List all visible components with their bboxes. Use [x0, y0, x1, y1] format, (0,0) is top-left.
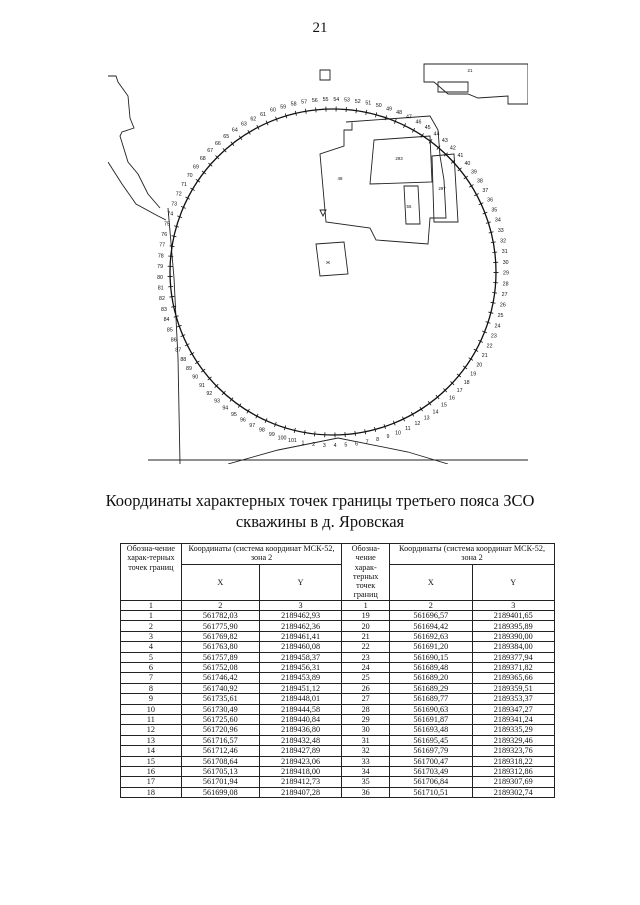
boundary-point-label: 32: [500, 238, 507, 245]
boundary-point-label: 23: [490, 333, 497, 340]
boundary-point-label: 64: [231, 127, 238, 134]
table-cell: 2189353,37: [472, 694, 555, 704]
table-cell: 24: [342, 663, 390, 673]
boundary-tick: [305, 109, 306, 114]
road-line-left-outer: [108, 162, 166, 220]
boundary-point-label: 38: [476, 178, 483, 185]
table-cell: 561730,49: [181, 704, 259, 714]
table-cell: 8: [121, 683, 182, 693]
table-cell: 2189312,86: [472, 766, 555, 776]
boundary-point-label: 45: [424, 125, 431, 132]
table-cell: 561689,29: [390, 683, 472, 693]
table-cell: 561775,90: [181, 621, 259, 631]
boundary-point-label: 35: [491, 207, 498, 214]
table-row: [121, 704, 555, 714]
boundary-point-label: 26: [499, 302, 506, 309]
building-zh: [316, 242, 348, 276]
table-cell: 2189307,69: [472, 777, 555, 787]
boundary-point-label: 7: [365, 439, 369, 446]
boundary-tick: [294, 428, 295, 433]
boundary-point-label: 34: [494, 217, 501, 224]
table-cell: 561692,63: [390, 631, 472, 641]
boundary-point-label: 67: [207, 148, 214, 155]
table-cell: 31: [342, 735, 390, 745]
header-coords-right: Координаты (система координат МСК-52, зона 2: [390, 544, 555, 565]
table-cell: 36: [342, 787, 390, 797]
table-cell: 32: [342, 746, 390, 756]
table-cell: 561705,13: [181, 766, 259, 776]
table-cell: 6: [121, 663, 182, 673]
boundary-point-label: 9: [386, 434, 390, 441]
table-cell: 2189453,89: [259, 673, 341, 683]
table-row: [121, 631, 555, 641]
col-number: 1: [342, 600, 390, 610]
header-y-right: Y: [472, 564, 555, 600]
table-cell: 33: [342, 756, 390, 766]
table-cell: 561720,96: [181, 725, 259, 735]
boundary-point-label: 24: [494, 323, 501, 330]
table-cell: 561700,47: [390, 756, 472, 766]
table-cell: 10: [121, 704, 182, 714]
table-cell: 561752,08: [181, 663, 259, 673]
boundary-point-label: 57: [301, 99, 308, 106]
boundary-point-label: 69: [193, 164, 199, 171]
boundary-tick: [491, 242, 496, 243]
table-cell: 561703,49: [390, 766, 472, 776]
table-colnum-row: [121, 600, 555, 610]
boundary-point-label: 13: [423, 415, 430, 422]
boundary-point-label: 6: [355, 441, 359, 448]
table-cell: 2189462,36: [259, 621, 341, 631]
boundary-map: [108, 58, 528, 464]
boundary-point-label: 95: [230, 411, 237, 418]
table-cell: 561763,80: [181, 642, 259, 652]
table-cell: 5: [121, 652, 182, 662]
boundary-point-label: 94: [222, 405, 229, 412]
table-cell: 561699,08: [181, 787, 259, 797]
boundary-circle: [170, 109, 496, 435]
table-row: [121, 714, 555, 724]
boundary-tick: [492, 292, 497, 293]
table-cell: 561769,82: [181, 631, 259, 641]
table-cell: 22: [342, 642, 390, 652]
boundary-point-label: 25: [497, 313, 504, 320]
table-cell: 561712,46: [181, 746, 259, 756]
table-cell: 2189412,73: [259, 777, 341, 787]
header-y-left: Y: [259, 564, 341, 600]
boundary-point-label: 12: [414, 421, 421, 428]
table-cell: 11: [121, 714, 182, 724]
boundary-point-label: 2: [312, 441, 316, 448]
table-cell: 28: [342, 704, 390, 714]
boundary-point-label: 36: [487, 197, 494, 204]
table-cell: 26: [342, 683, 390, 693]
boundary-point-label: 4: [333, 442, 337, 449]
table-cell: 561740,92: [181, 683, 259, 693]
boundary-point-label: 18: [463, 379, 470, 386]
boundary-tick: [314, 431, 315, 436]
boundary-tick: [304, 430, 305, 435]
table-cell: 561695,45: [390, 735, 472, 745]
boundary-point-label: 10: [395, 430, 401, 437]
boundary-point-label: 96: [239, 417, 246, 424]
boundary-tick: [355, 431, 356, 436]
boundary-point-label: 91: [199, 383, 205, 390]
boundary-point-label: 60: [270, 107, 276, 114]
boundary-point-label: 29: [503, 270, 509, 277]
table-cell: 2189323,76: [472, 746, 555, 756]
table-cell: 561708,64: [181, 756, 259, 766]
table-row: [121, 663, 555, 673]
table-cell: 561706,84: [390, 777, 472, 787]
table-cell: 7: [121, 673, 182, 683]
table-cell: 2189427,89: [259, 746, 341, 756]
boundary-tick: [491, 302, 496, 303]
building-label: Ж: [325, 260, 331, 265]
boundary-point-label: 70: [186, 173, 193, 180]
boundary-point-label: 47: [405, 114, 412, 121]
table-cell: 2189341,24: [472, 714, 555, 724]
boundary-point-label: 73: [171, 201, 178, 208]
boundary-point-label: 90: [192, 374, 199, 381]
boundary-point-label: 93: [214, 398, 221, 405]
boundary-point-label: 11: [405, 425, 411, 432]
table-row: [121, 735, 555, 745]
boundary-tick: [172, 236, 177, 237]
boundary-point-label: 14: [432, 409, 439, 416]
boundary-point-label: 80: [157, 274, 164, 281]
table-cell: 13: [121, 735, 182, 745]
table-cell: 16: [121, 766, 182, 776]
table-row: [121, 746, 555, 756]
table-cell: 2189448,01: [259, 694, 341, 704]
table-cell: 2: [121, 621, 182, 631]
table-cell: 2189460,08: [259, 642, 341, 652]
building-label: 48: [337, 176, 343, 181]
table-row: [121, 766, 555, 776]
boundary-point-label: 43: [441, 138, 448, 145]
table-cell: 561735,61: [181, 694, 259, 704]
table-cell: 2189423,06: [259, 756, 341, 766]
table-cell: 561689,20: [390, 673, 472, 683]
boundary-tick: [366, 110, 367, 115]
table-cell: 561694,42: [390, 621, 472, 631]
table-cell: 29: [342, 714, 390, 724]
boundary-point-label: 5: [344, 442, 348, 449]
top-right-block: [438, 82, 468, 92]
table-row: [121, 683, 555, 693]
table-cell: 2189456,31: [259, 663, 341, 673]
boundary-point-label: 39: [470, 169, 477, 176]
table-cell: 2189458,37: [259, 652, 341, 662]
table-cell: 4: [121, 642, 182, 652]
table-cell: 34: [342, 766, 390, 776]
col-number: 2: [181, 600, 259, 610]
boundary-point-label: 31: [501, 249, 508, 256]
col-number: 1: [121, 600, 182, 610]
boundary-point-label: 42: [449, 145, 456, 152]
boundary-point-label: 82: [159, 296, 165, 303]
table-cell: 2189390,00: [472, 631, 555, 641]
table-cell: 2189329,46: [472, 735, 555, 745]
table-cell: 1: [121, 611, 182, 621]
boundary-point-label: 61: [260, 111, 266, 118]
boundary-point-label: 83: [161, 306, 167, 313]
boundary-point-label: 33: [497, 227, 504, 234]
boundary-point-label: 79: [157, 264, 164, 271]
table-cell: 561690,63: [390, 704, 472, 714]
table-cell: 561689,77: [390, 694, 472, 704]
boundary-point-label: 98: [258, 427, 265, 434]
table-row: [121, 652, 555, 662]
table-cell: 561693,48: [390, 725, 472, 735]
boundary-point-label: 3: [322, 442, 326, 449]
boundary-point-label: 92: [206, 390, 213, 397]
building-label: 297: [438, 186, 446, 191]
boundary-point-label: 71: [180, 182, 187, 189]
building-label: 293: [395, 156, 403, 161]
boundary-point-label: 40: [464, 161, 471, 168]
col-number: 3: [259, 600, 341, 610]
header-point-right: Обозна-чение харак-терных точек границ: [342, 544, 390, 601]
boundary-point-label: 49: [386, 106, 393, 113]
boundary-point-label: 44: [433, 131, 440, 138]
table-row: [121, 694, 555, 704]
boundary-point-label: 65: [223, 133, 230, 140]
table-cell: 2189318,22: [472, 756, 555, 766]
table-cell: 27: [342, 694, 390, 704]
table-row: [121, 611, 555, 621]
boundary-point-label: 17: [456, 387, 463, 394]
boundary-point-label: 56: [311, 97, 318, 104]
header-x-right: X: [390, 564, 472, 600]
boundary-point-label: 1: [301, 440, 305, 447]
boundary-point-label: 50: [375, 103, 382, 110]
top-right-building: [424, 64, 528, 104]
boundary-point-label: 100: [277, 435, 287, 442]
table-cell: 561696,57: [390, 611, 472, 621]
boundary-point-label: 66: [214, 140, 221, 147]
table-cell: 2189432,48: [259, 735, 341, 745]
boundary-point-label: 62: [250, 116, 257, 123]
table-cell: 2189359,51: [472, 683, 555, 693]
boundary-tick: [356, 108, 357, 113]
boundary-point-label: 21: [481, 353, 488, 360]
table-cell: 2189365,66: [472, 673, 555, 683]
boundary-point-label: 101: [288, 438, 297, 445]
table-cell: 18: [121, 787, 182, 797]
boundary-point-label: 81: [157, 285, 164, 292]
table-cell: 2189444,58: [259, 704, 341, 714]
boundary-point-label: 74: [167, 211, 174, 218]
table-cell: 561691,20: [390, 642, 472, 652]
building-label: 55: [406, 204, 412, 209]
table-cell: 2189461,41: [259, 631, 341, 641]
table-cell: 2189335,29: [472, 725, 555, 735]
boundary-point-label: 59: [280, 104, 287, 111]
title-line-2: скважины в д. Яровская: [235, 512, 405, 531]
table-row: [121, 621, 555, 631]
boundary-point-label: 63: [240, 121, 247, 128]
table-cell: 15: [121, 756, 182, 766]
boundary-point-label: 51: [365, 100, 372, 107]
boundary-tick: [169, 296, 174, 297]
table-cell: 2189440,84: [259, 714, 341, 724]
header-coords-left: Координаты (система координат МСК-52, зона 2: [181, 544, 342, 565]
table-cell: 561757,89: [181, 652, 259, 662]
table-cell: 2189436,80: [259, 725, 341, 735]
boundary-point-label: 89: [186, 365, 192, 372]
table-cell: 2189462,93: [259, 611, 341, 621]
boundary-point-label: 53: [344, 97, 350, 104]
header-x-left: X: [181, 564, 259, 600]
boundary-point-label: 58: [290, 101, 297, 108]
coordinates-table-body: [121, 544, 555, 798]
document-title: [60, 490, 580, 532]
boundary-point-label: 99: [268, 431, 275, 438]
boundary-point-label: 20: [476, 362, 483, 369]
boundary-point-label: 22: [486, 343, 493, 350]
table-header-row: [121, 544, 555, 565]
page-number: 21: [312, 20, 328, 36]
boundary-point-label: 88: [180, 356, 187, 363]
building-label: 21: [467, 68, 473, 73]
table-subheader-row: [121, 564, 555, 600]
boundary-tick: [170, 246, 175, 247]
table-cell: 2189302,74: [472, 787, 555, 797]
table-cell: 561710,51: [390, 787, 472, 797]
boundary-point-label: 87: [175, 347, 182, 354]
boundary-point-label: 52: [354, 98, 361, 105]
table-cell: 561691,87: [390, 714, 472, 724]
boundary-point-label: 8: [376, 437, 380, 444]
table-cell: 30: [342, 725, 390, 735]
table-cell: 14: [121, 746, 182, 756]
table-cell: 561782,03: [181, 611, 259, 621]
boundary-tick: [316, 107, 317, 112]
table-cell: 21: [342, 631, 390, 641]
boundary-point-label: 28: [502, 281, 509, 288]
title-line-1: Координаты характерных точек границы третьего пояса ЗСО: [105, 491, 535, 510]
table-cell: 2189384,00: [472, 642, 555, 652]
table-cell: 3: [121, 631, 182, 641]
table-row: [121, 787, 555, 797]
table-cell: 12: [121, 725, 182, 735]
col-number: 2: [390, 600, 472, 610]
boundary-point-label: 97: [249, 423, 256, 430]
table-cell: 25: [342, 673, 390, 683]
table-cell: 561701,94: [181, 777, 259, 787]
table-cell: 561689,48: [390, 663, 472, 673]
table-cell: 561716,57: [181, 735, 259, 745]
boundary-point-label: 55: [322, 97, 329, 104]
table-row: [121, 777, 555, 787]
table-row: [121, 756, 555, 766]
table-cell: 2189395,89: [472, 621, 555, 631]
map-background-lines: [108, 64, 528, 464]
boundary-point-label: 19: [470, 371, 477, 378]
boundary-point-label: 75: [163, 221, 170, 228]
table-row: [121, 642, 555, 652]
table-row: [121, 673, 555, 683]
boundary-point-label: 15: [441, 402, 447, 409]
table-cell: 35: [342, 777, 390, 787]
table-cell: 561697,79: [390, 746, 472, 756]
boundary-point-label: 77: [159, 242, 166, 249]
coordinates-table: [120, 543, 555, 798]
boundary-tick: [365, 429, 366, 434]
boundary-point-label: 76: [161, 232, 168, 239]
boundary-point-label: 48: [396, 110, 403, 117]
boundary-point-label: 16: [449, 395, 455, 402]
boundary-point-label: 84: [163, 317, 170, 324]
header-point-left: Обозна-чение харак-терных точек границ: [121, 544, 182, 601]
table-cell: 2189347,27: [472, 704, 555, 714]
boundary-point-label: 72: [175, 191, 182, 198]
col-number: 3: [472, 600, 555, 610]
road-line-left: [108, 76, 160, 208]
boundary-point-label: 78: [157, 253, 164, 260]
table-cell: 2189418,00: [259, 766, 341, 776]
table-cell: 561725,60: [181, 714, 259, 724]
table-cell: 2189401,65: [472, 611, 555, 621]
boundary-point-label: 54: [333, 97, 340, 104]
table-cell: 9: [121, 694, 182, 704]
boundary-point-label: 41: [457, 152, 464, 159]
table-cell: 17: [121, 777, 182, 787]
boundary-point-label: 30: [502, 259, 509, 266]
boundary-point-label: 46: [415, 119, 422, 126]
table-cell: 2189407,28: [259, 787, 341, 797]
table-cell: 19: [342, 611, 390, 621]
boundary-point-label: 27: [501, 292, 508, 299]
table-cell: 20: [342, 621, 390, 631]
table-cell: 561690,15: [390, 652, 472, 662]
boundary-tick: [492, 252, 497, 253]
table-cell: 23: [342, 652, 390, 662]
table-row: [121, 725, 555, 735]
boundary-point-label: 86: [170, 337, 177, 344]
boundary-point-label: 37: [482, 187, 489, 194]
table-cell: 2189451,12: [259, 683, 341, 693]
boundary-point-label: 85: [166, 327, 173, 334]
boundary-tick: [295, 111, 296, 116]
top-small-icon: [320, 70, 330, 80]
table-cell: 561746,42: [181, 673, 259, 683]
table-cell: 2189371,82: [472, 663, 555, 673]
table-cell: 2189377,94: [472, 652, 555, 662]
boundary-point-label: 68: [199, 156, 206, 163]
